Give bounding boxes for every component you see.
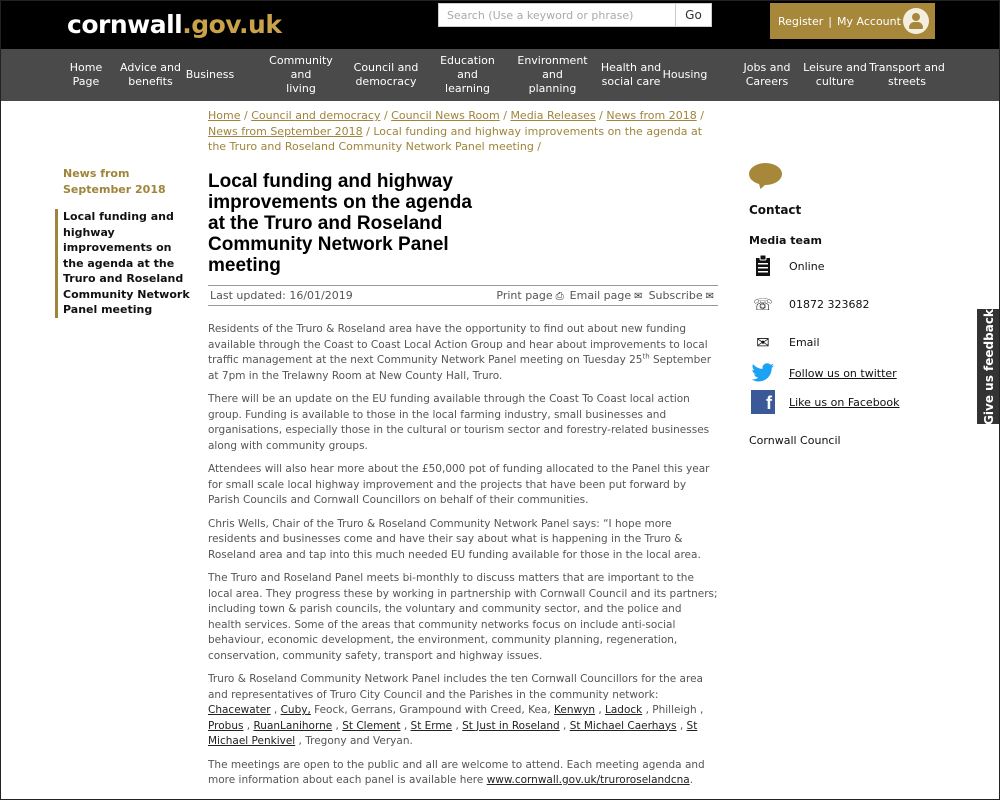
breadcrumb-home[interactable]: Home <box>208 109 241 122</box>
parish-link[interactable]: Ladock <box>605 704 643 716</box>
search-input[interactable] <box>438 3 676 27</box>
parish-link[interactable]: St Clement <box>342 719 401 732</box>
email-page-label: Email page <box>569 289 632 302</box>
nav-label: Education and learning <box>440 54 495 95</box>
logo-domain: .gov.uk <box>182 10 282 39</box>
nav-item-transport[interactable] <box>869 49 945 101</box>
envelope-icon: ✉ <box>634 291 643 302</box>
last-updated: Last updated: 16/01/2019 <box>210 289 353 302</box>
nav-item-leisure[interactable] <box>801 49 869 101</box>
breadcrumb-council[interactable]: Council and democracy <box>251 109 381 122</box>
nav-item-jobs[interactable] <box>738 49 796 101</box>
contact-email-row[interactable] <box>749 331 820 353</box>
subscribe-label: Subscribe <box>648 289 703 302</box>
contact-phone-number: 01872 323682 <box>789 297 870 311</box>
panel-info-link[interactable]: www.cornwall.gov.uk/truroroselandcna <box>486 774 690 786</box>
subscribe-link[interactable] <box>649 289 714 302</box>
page-title: Local funding and highway improvements on the agenda at the Truro and Roseland Community Network Panel meeting <box>208 171 472 276</box>
paragraph: Chris Wells, Chair of the Truro & Roseland Community Network Panel says: “I hope more residents and businesses come and have their say about what is happening in the Truro & Roseland area and tap into this much needed EU funding available for those in the local area. <box>208 517 701 561</box>
breadcrumb-news-sept-2018[interactable]: News from September 2018 <box>208 124 363 138</box>
facebook-row <box>749 391 900 413</box>
parish-link[interactable]: Cuby, <box>280 704 311 716</box>
paragraph: There will be an update on the EU funding available through the Coast To Coast local action group. Funding is available to those in the local farming industry, small businesses and organisations, especially those in the cultural or tourism sector and forestry-related businesses along with community groups. <box>208 393 710 452</box>
nav-label: Health and social care <box>600 61 662 88</box>
paragraph: The meetings are open to the public and all are welcome to attend. Each meeting agenda and more information about each panel is available here www.cornwall.gov.uk/truroroselandcna. <box>208 758 705 786</box>
breadcrumb: Home / Council and democracy / Council News Room / Media Releases / News from 2018 / News from September 2018 / Local funding and highway improvements on the agenda at the Truro and Roseland Community Network Panel meeting / <box>208 109 704 153</box>
paragraph-parishes: Truro & Roseland Community Network Panel includes the ten Cornwall Councillors for the area and representatives of Truro City Council and the Parishes in the community network: Chacewater , Cuby, Feock, Gerrans, Grampound with Creed, Kea, Kenwyn , Ladock , Philleigh , Probus , RuanLanihorne , St Clement , St Erme , St Just in Roseland , St Michael Caerhays , St Michael Penkivel , Tregony and Veryan. <box>208 673 704 747</box>
paragraph: Residents of the Truro & Roseland area have the opportunity to find out about new funding available through the Coast to Coast Local Action Group and hear about improvements to local traffic management at the next Community Network Panel meeting on Tuesday 25th September at 7pm in the Trelawny Room at New County Hall, Truro. <box>208 323 712 382</box>
print-page-link[interactable] <box>496 289 563 302</box>
search-form <box>438 3 712 27</box>
contact-online-label: Online <box>789 259 825 273</box>
nav-label: Jobs and Careers <box>743 61 791 88</box>
leftnav-parent-link[interactable]: News from September 2018 <box>63 167 166 196</box>
my-account-link[interactable]: My Account <box>837 14 901 28</box>
nav-item-business[interactable] <box>184 49 236 101</box>
parish-link[interactable]: Probus <box>208 719 244 732</box>
nav-label: Housing <box>662 68 708 81</box>
twitter-icon <box>749 362 777 384</box>
parish-link[interactable]: RuanLanihorne <box>253 719 333 732</box>
nav-label: Advice and benefits <box>120 61 181 88</box>
telephone-icon: ☏ <box>752 294 773 314</box>
envelope-icon: ✉ <box>756 332 770 352</box>
nav-item-housing[interactable] <box>661 49 709 101</box>
subscribe-icon: ✉ <box>705 291 714 302</box>
left-nav <box>55 166 195 318</box>
nav-item-advice[interactable] <box>118 49 183 101</box>
nav-item-home[interactable] <box>57 49 115 101</box>
nav-item-council[interactable] <box>351 49 421 101</box>
nav-label: Transport and streets <box>869 61 945 88</box>
contact-phone-row[interactable] <box>749 293 869 315</box>
account-panel <box>770 3 935 39</box>
nav-item-environment[interactable] <box>508 49 597 101</box>
register-link[interactable]: Register <box>778 14 824 28</box>
paragraph: The Truro and Roseland Panel meets bi-monthly to discuss matters that are important to the local area. They progress these by working in partnership with Cornwall Council and its partners; including town & parish councils, the voluntary and community sector, and the police and health services. Some of the areas that community networks focus on include anti-social behaviour, economic development, the environment, community planning, regeneration, conservation, community safety, transport and highway issues. <box>208 572 718 662</box>
email-page-link[interactable] <box>570 289 643 302</box>
breadcrumb-media-releases[interactable]: Media Releases <box>510 109 596 122</box>
page-tools <box>496 289 714 302</box>
printer-icon: ⎙ <box>555 291 564 302</box>
clipboard-icon <box>749 255 777 277</box>
breadcrumb-newsroom[interactable]: Council News Room <box>391 109 500 122</box>
paragraph: Attendees will also hear more about the £50,000 pot of funding allocated to the Panel this year for small scale local highway improvement and the projects that have been put forward by Parish Councils and Cornwall Councillors on behalf of their communities. <box>208 463 710 506</box>
nav-label: Business <box>185 68 235 81</box>
facebook-icon: f <box>749 391 777 413</box>
article-meta-bar <box>208 285 718 306</box>
parish-link[interactable]: Kenwyn <box>554 704 595 716</box>
nav-label: Community and living <box>269 54 333 95</box>
main-nav <box>1 49 1000 101</box>
parish-link[interactable]: Chacewater <box>208 704 271 716</box>
speech-bubble-icon <box>749 163 782 187</box>
parish-link[interactable]: St Michael Caerhays <box>569 719 677 732</box>
user-icon[interactable] <box>903 8 929 34</box>
contact-online-row[interactable] <box>749 255 824 277</box>
article-body <box>208 322 718 797</box>
nav-label: Environment and planning <box>517 54 588 95</box>
feedback-label: Give us feedback <box>982 308 996 425</box>
site-header <box>1 1 1000 49</box>
print-page-label: Print page <box>496 289 553 302</box>
nav-label: Home Page <box>69 61 103 88</box>
twitter-link[interactable]: Follow us on twitter <box>789 366 897 380</box>
search-go-button[interactable]: Go <box>676 3 712 27</box>
parish-link[interactable]: St Just in Roseland <box>462 719 560 732</box>
logo-main: cornwall <box>67 10 183 39</box>
parish-link[interactable]: St Michael Penkivel <box>208 719 698 747</box>
nav-item-education[interactable] <box>429 49 506 101</box>
contact-heading: Contact <box>749 203 802 217</box>
feedback-tab[interactable] <box>977 309 1000 424</box>
site-logo[interactable] <box>67 10 281 39</box>
breadcrumb-current: Local funding and highway improvements on the agenda at the Truro and Roseland Community Network Panel meeting <box>208 124 703 153</box>
nav-label: Leisure and culture <box>803 61 867 88</box>
media-team-label: Media team <box>749 234 822 247</box>
nav-label: Council and democracy <box>353 61 419 88</box>
nav-item-health[interactable] <box>600 49 662 101</box>
account-separator: | <box>828 14 833 28</box>
council-name: Cornwall Council <box>749 434 841 447</box>
nav-item-community[interactable] <box>259 49 343 101</box>
facebook-link[interactable]: Like us on Facebook <box>789 395 900 409</box>
twitter-row <box>749 362 897 384</box>
parish-link[interactable]: St Erme <box>410 719 453 732</box>
leftnav-current-item: Local funding and highway improvements on the agenda at the Truro and Roseland Community Network Panel meeting <box>55 209 195 318</box>
breadcrumb-news-2018[interactable]: News from 2018 <box>606 109 697 122</box>
contact-email-label: Email <box>789 335 820 349</box>
